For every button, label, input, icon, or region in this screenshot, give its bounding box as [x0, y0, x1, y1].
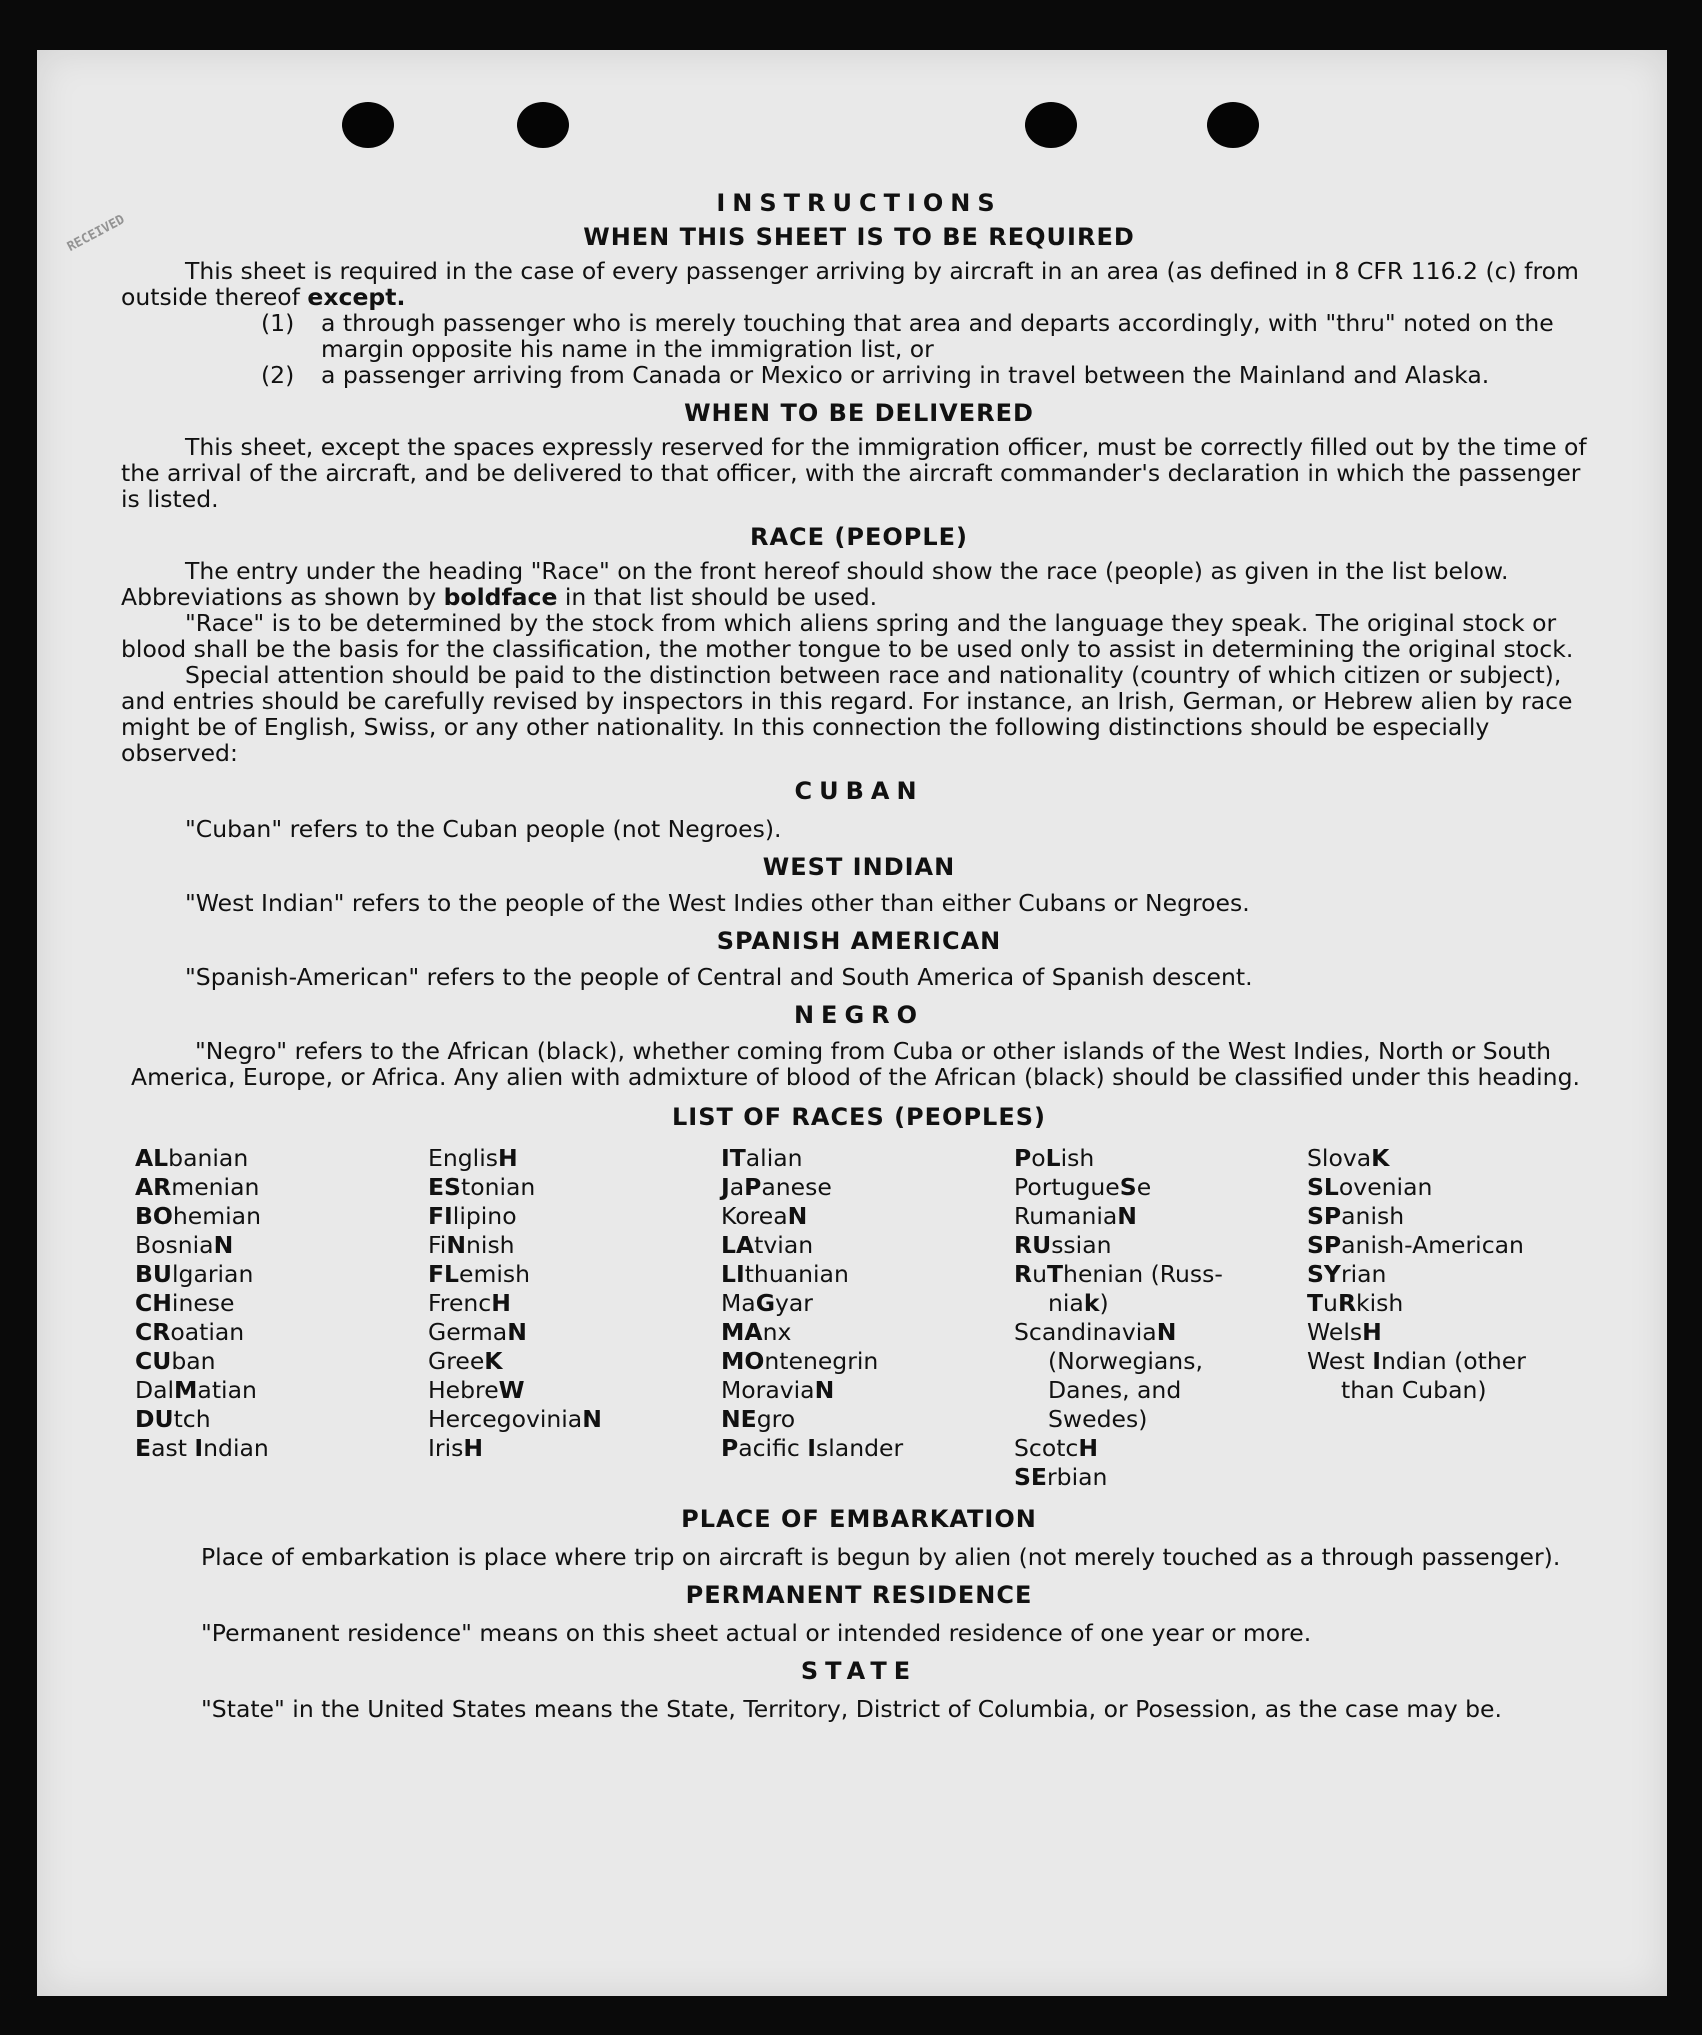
race-paragraph-3: Special attention should be paid to the distinction between race and nationality (country of which citizen or subject), and entries should be carefully revised by inspectors in this regard. For instance, an Irish, German, or Hebrew alien by race might be of English, Swiss, or any other nationality. In this connection the following distinctions should be especially observed: [121, 661, 1573, 767]
race-entry: Swedes) [1048, 1405, 1148, 1433]
race-entry: ALbanian [135, 1144, 249, 1172]
punch-hole [1025, 102, 1077, 148]
list-of-races-heading: LIST OF RACES (PEOPLES) [672, 1103, 1046, 1131]
races-column-5 [1307, 1144, 1597, 1492]
exception-item-2: (2) a passenger arriving from Canada or Mexico or arriving in travel between the Mainland and Alaska. [261, 361, 1490, 389]
race-entry: FLemish [428, 1260, 531, 1288]
exception-item-1: (1) a through passenger who is merely touching that area and departs accordingly, with "thru" noted on the margin opposite his name in the immigration list, or [261, 309, 1554, 363]
race-entry: BOhemian [135, 1202, 261, 1230]
race-entry: DalMatian [135, 1376, 257, 1404]
embarkation-heading: PLACE OF EMBARKATION [681, 1505, 1037, 1533]
race-entry: CRoatian [135, 1318, 245, 1346]
negro-heading: NEGRO [793, 1001, 925, 1029]
race-entry: PortugueSe [1014, 1173, 1152, 1201]
race-entry: GermaN [428, 1318, 527, 1346]
race-entry: HercegoviniaN [428, 1405, 602, 1433]
race-entry: ScotcH [1014, 1434, 1099, 1462]
west-indian-paragraph: "West Indian" refers to the people of the West Indies other than either Cubans or Negroes. [185, 889, 1250, 917]
document-page [37, 50, 1667, 1996]
races-column-3 [721, 1144, 1011, 1492]
races-column-4 [1014, 1144, 1304, 1492]
embarkation-paragraph: Place of embarkation is place where trip on aircraft is begun by alien (not merely touched as a through passenger). [201, 1543, 1561, 1571]
race-entry: Pacific Islander [721, 1434, 904, 1462]
residence-paragraph: "Permanent residence" means on this sheet actual or intended residence of one year or more. [201, 1619, 1312, 1647]
punch-hole [342, 102, 394, 148]
race-entry: niak) [1048, 1289, 1109, 1317]
race-paragraph-1: The entry under the heading "Race" on the front hereof should show the race (people) as given in the list below. Abbreviations as shown by boldface in that list should be used. [121, 557, 1509, 611]
race-entry: BUlgarian [135, 1260, 254, 1288]
race-entry: SYrian [1307, 1260, 1387, 1288]
race-entry: GreeK [428, 1347, 503, 1375]
race-entry: KoreaN [721, 1202, 808, 1230]
race-entry: MoraviaN [721, 1376, 835, 1404]
cuban-heading: CUBAN [794, 777, 924, 805]
race-entry: SPanish-American [1307, 1231, 1524, 1259]
race-entry: MaGyar [721, 1289, 813, 1317]
race-entry: than Cuban) [1341, 1376, 1487, 1404]
punch-hole [1207, 102, 1259, 148]
required-heading: WHEN THIS SHEET IS TO BE REQUIRED [583, 223, 1135, 251]
race-entry: BosniaN [135, 1231, 234, 1259]
race-entry: LAtvian [721, 1231, 814, 1259]
race-entry: RUssian [1014, 1231, 1112, 1259]
race-entry: EStonian [428, 1173, 536, 1201]
residence-heading: PERMANENT RESIDENCE [685, 1581, 1033, 1609]
required-paragraph: This sheet is required in the case of every passenger arriving by aircraft in an area (as defined in 8 CFR 116.2 (c) from outside thereof except. [121, 257, 1579, 311]
delivered-paragraph: This sheet, except the spaces expressly reserved for the immigration officer, must be correctly filled out by the time of the arrival of the aircraft, and be delivered to that officer, with the aircraft commander's declaration in which the passenger is listed. [121, 433, 1587, 513]
delivered-heading: WHEN TO BE DELIVERED [684, 399, 1034, 427]
race-entry: HebreW [428, 1376, 525, 1404]
cuban-paragraph: "Cuban" refers to the Cuban people (not Negroes). [185, 815, 782, 843]
race-entry: MAnx [721, 1318, 792, 1346]
instructions-content [121, 190, 1597, 1722]
race-entry: SPanish [1307, 1202, 1405, 1230]
race-entry: FrencH [428, 1289, 511, 1317]
race-heading: RACE (PEOPLE) [749, 523, 969, 551]
race-entry: CUban [135, 1347, 216, 1375]
race-entry: PoLish [1014, 1144, 1095, 1172]
spanish-american-paragraph: "Spanish-American" refers to the people of Central and South America of Spanish descent. [185, 963, 1253, 991]
race-entry: WelsH [1307, 1318, 1382, 1346]
race-entry: NEgro [721, 1405, 796, 1433]
race-entry: SErbian [1014, 1463, 1108, 1491]
race-entry: FiNnish [428, 1231, 515, 1259]
race-entry: MOntenegrin [721, 1347, 879, 1375]
race-entry: ScandinaviaN [1014, 1318, 1177, 1346]
punch-hole [517, 102, 569, 148]
race-entry: SLovenian [1307, 1173, 1433, 1201]
race-entry: JaPanese [721, 1173, 832, 1201]
received-stamp: RECEIVED [64, 212, 128, 255]
race-paragraph-2: "Race" is to be determined by the stock from which aliens spring and the language they speak. The original stock or blood shall be the basis for the classification, the mother tongue to be used only to assist in determining the original stock. [121, 609, 1574, 663]
race-entry: ITalian [721, 1144, 803, 1172]
race-entry: DUtch [135, 1405, 211, 1433]
race-entry: CHinese [135, 1289, 235, 1317]
race-entry: FIlipino [428, 1202, 517, 1230]
race-entry: LIthuanian [721, 1260, 849, 1288]
race-entry: West Indian (other [1307, 1347, 1526, 1375]
races-column-2 [428, 1144, 718, 1492]
race-entry: RuThenian (Russ- [1014, 1260, 1223, 1288]
races-list [121, 1144, 1597, 1492]
race-entry: Danes, and [1048, 1376, 1182, 1404]
race-entry: (Norwegians, [1048, 1347, 1203, 1375]
race-entry: East Indian [135, 1434, 269, 1462]
race-entry: RumaniaN [1014, 1202, 1137, 1230]
state-heading: STATE [800, 1657, 918, 1685]
race-entry: IrisH [428, 1434, 484, 1462]
title-heading: INSTRUCTIONS [716, 189, 1002, 217]
negro-paragraph: "Negro" refers to the African (black), whether coming from Cuba or other islands of the West Indies, North or South America, Europe, or Africa. Any alien with admixture of blood of the African (black) should be classified under this heading. [131, 1037, 1580, 1091]
spanish-american-heading: SPANISH AMERICAN [716, 927, 1002, 955]
race-entry: EnglisH [428, 1144, 518, 1172]
races-column-1 [135, 1144, 425, 1492]
race-entry: ARmenian [135, 1173, 260, 1201]
race-entry: SlovaK [1307, 1144, 1390, 1172]
west-indian-heading: WEST INDIAN [762, 853, 956, 881]
race-entry: TuRkish [1307, 1289, 1404, 1317]
state-paragraph: "State" in the United States means the State, Territory, District of Columbia, or Posession, as the case may be. [201, 1695, 1502, 1723]
